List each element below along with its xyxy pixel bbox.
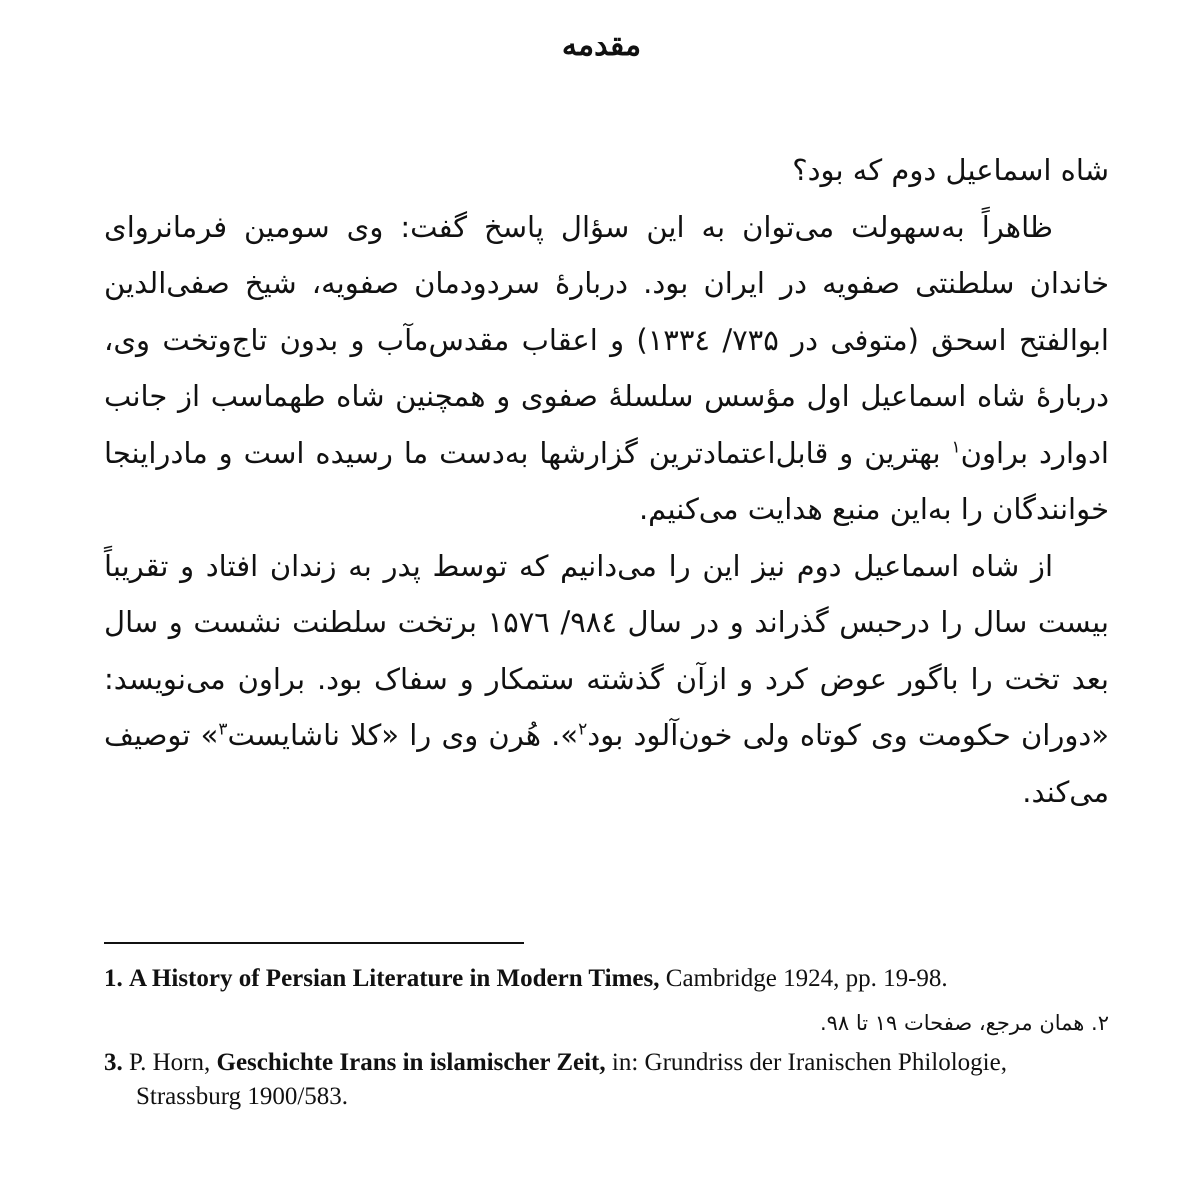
paragraph-ismail xyxy=(104,538,1109,821)
footnote-text: in: Grundriss der Iranischen Philologie, Strassburg 1900/583. xyxy=(136,1049,1007,1110)
footnote-2 xyxy=(104,1006,1109,1040)
paragraph-safavid xyxy=(104,199,1109,538)
footnote-number: 3. xyxy=(104,1049,123,1076)
main-text xyxy=(104,142,1109,820)
footnote-title: Geschichte Irans in islamischer Zeit, xyxy=(216,1049,606,1076)
paragraph-text: از شاه اسماعیل دوم نیز این را می‌دانیم که توسط پدر به زندان افتاد و تقریباً بیست سال را درحبس گذراند و در سال ۹۸٤/ ۱۵۷٦ برتخت سلطنت نشست و سال بعد تخت را باگور عوض کرد و ازآن گذشته ستمکار و سفاک بود. براون می‌نویسد: «دوران حکومت وی کوتاه ولی خون‌آلود بود xyxy=(104,548,1109,752)
footnote-text: Cambridge 1924, pp. 19-98. xyxy=(665,965,948,992)
footnote-ref-2: ۲ xyxy=(578,719,588,740)
footnote-author: P. Horn, xyxy=(129,1049,211,1076)
footnote-number: 1. xyxy=(104,965,123,992)
page-title: مقدمه xyxy=(561,28,642,63)
footnote-title: A History of Persian Literature in Modern Times, xyxy=(129,965,660,992)
footnote-3 xyxy=(104,1046,1109,1114)
footnote-1 xyxy=(104,962,1109,996)
footnote-divider xyxy=(104,942,524,944)
footnote-text: ۲. همان مرجع، صفحات ۱۹ تا ۹۸. xyxy=(819,1011,1109,1035)
footnotes xyxy=(104,962,1109,1124)
footnote-ref-1: ۱ xyxy=(951,436,961,457)
paragraph-text: بهترین و قابل‌اعتمادترین گزارشها به‌دست ما رسیده است و مادراینجا خوانندگان را به‌این منبع هدایت می‌کنیم. xyxy=(104,435,1109,526)
footnote-ref-3: ۳ xyxy=(218,719,228,740)
paragraph-text: » توصیف می‌کند. xyxy=(104,718,1109,809)
paragraph-text: ظاهراً به‌سهولت می‌توان به این سؤال پاسخ گفت: وی سومین فرمانروای خاندان سلطنتی صفویه در ایران بود. دربارهٔ سردودمان صفویه، شیخ صفی‌الدین ابوالفتح اسحق (متوفی در ۷۳۵/ ۱۳۳٤) و اعقاب مقدس‌مآب و بدون تاج‌وتخت وی، دربارهٔ شاه اسماعیل اول مؤسس سلسلهٔ صفوی و همچنین شاه طهماسب از جانب ادوارد براون xyxy=(104,209,1109,470)
paragraph-text: ». هُرن وی را «کلا ناشایست xyxy=(227,718,579,752)
paragraph-question xyxy=(104,142,1109,199)
question-text: شاه اسماعیل دوم که بود؟ xyxy=(792,153,1109,187)
